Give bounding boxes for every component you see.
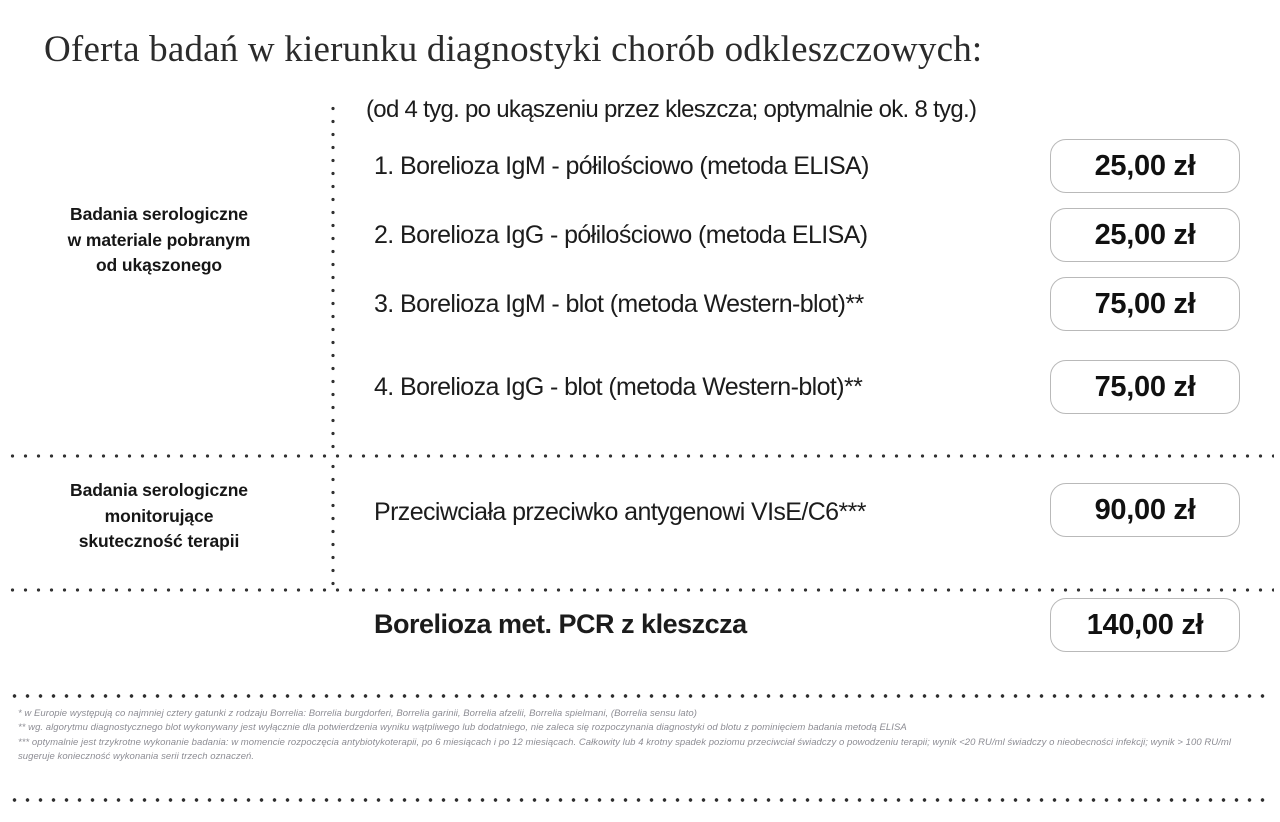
column-divider-upper — [331, 102, 335, 454]
footnote-item: *** optymalnie jest trzykrotne wykonanie badania: w momencie rozpoczęcia antybiotykoterapii, po 6 miesiącach i po 12 miesiącach. Całkowity lub 4 krotny spadek poziomu przeciwciał świadczy o powodzeniu terapii; wynik <20 RU/ml świadczy o nieobecności infekcji; wynik > 100 RU/ml sugeruje konieczność wykonania serii trzech oznaczeń. — [18, 736, 1231, 763]
section-divider-1 — [6, 454, 1274, 458]
section-label-therapy-monitoring — [0, 478, 318, 554]
price-pill-3[interactable]: 75,00 zł — [1050, 277, 1240, 331]
section-label-line: Badania serologiczne — [70, 204, 248, 225]
section-label-line: monitorujące — [104, 505, 214, 526]
offer-table — [0, 88, 1280, 668]
price-pill-1[interactable]: 25,00 zł — [1050, 139, 1240, 193]
price-pill-4[interactable]: 75,00 zł — [1050, 360, 1240, 414]
section-label-line: w materiale pobranym — [67, 229, 251, 250]
section-label-line: od ukąszonego — [95, 255, 223, 276]
column-divider-lower — [331, 460, 335, 588]
test-row-label-3: 3. Borelioza IgM - blot (metoda Western-blot)** — [374, 290, 864, 319]
footnotes-list — [18, 707, 1270, 765]
section-label-serology-material — [0, 202, 318, 278]
section-note-timing: (od 4 tyg. po ukąszeniu przez kleszcza; optymalnie ok. 8 tyg.) — [366, 96, 977, 124]
test-row-label-2: 2. Borelioza IgG - półilościowo (metoda ELISA) — [374, 221, 868, 250]
footnotes-bottom-rule — [8, 798, 1272, 802]
price-pill-5[interactable]: 90,00 zł — [1050, 483, 1240, 537]
page-title: Oferta badań w kierunku diagnostyki chorób odkleszczowych: — [44, 29, 983, 70]
section-label-line: skuteczność terapii — [78, 531, 240, 552]
footnote-item: * w Europie występują co najmniej cztery gatunki z rodzaju Borrelia: Borrelia burgdorferi, Borrelia garinii, Borrelia afzelii, Borrelia spielmani, (Borrelia sensu lato) — [18, 708, 697, 719]
footnotes-top-rule — [8, 694, 1272, 698]
section-divider-2 — [6, 588, 1274, 592]
section-label-line: Badania serologiczne — [70, 480, 248, 501]
price-pill-2[interactable]: 25,00 zł — [1050, 208, 1240, 262]
footnote-item: ** wg. algorytmu diagnostycznego blot wykonywany jest wyłącznie dla potwierdzenia wyniku wątpliwego lub dodatniego, nie zaleca się rozpoczynania diagnostyki od blotu z pominięciem badania metodą ELISA — [18, 722, 907, 734]
footnotes-section — [0, 694, 1280, 810]
price-pill-6[interactable]: 140,00 zł — [1050, 598, 1240, 652]
test-row-label-5: Przeciwciała przeciwko antygenowi VIsE/C6*** — [374, 498, 866, 527]
test-row-label-4: 4. Borelioza IgG - blot (metoda Western-blot)** — [374, 373, 863, 402]
test-row-label-1: 1. Borelioza IgM - półilościowo (metoda ELISA) — [374, 152, 869, 181]
test-row-label-6: Borelioza met. PCR z kleszcza — [374, 609, 747, 640]
